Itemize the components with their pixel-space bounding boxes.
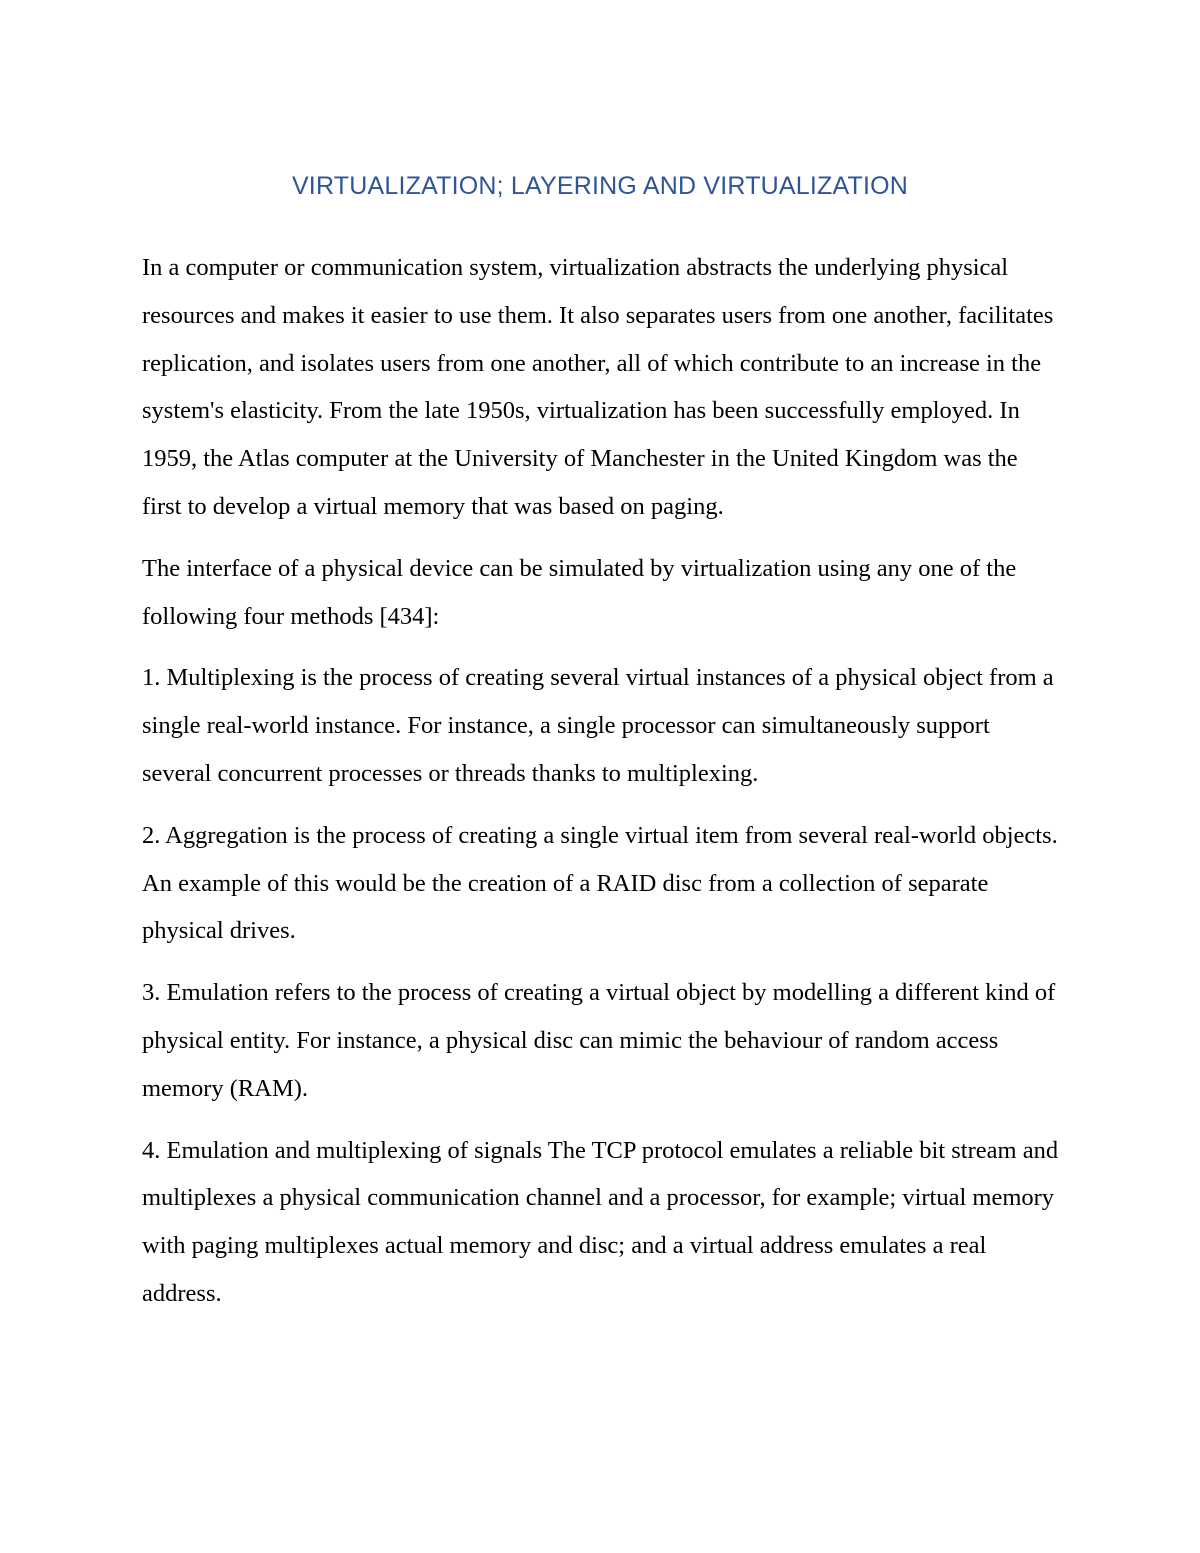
paragraph-intro: In a computer or communication system, virtualization abstracts the underlying physical resources and makes it easier to use them. It also separates users from one another, facilitates replication, and isolates users from one another, all of which contribute to an increase in the system's elasticity. From the late 1950s, virtualization has been successfully employed. In 1959, the Atlas computer at the University of Manchester in the United Kingdom was the first to develop a virtual memory that was based on paging.	[142, 254, 1054, 520]
paragraph-methods-intro: The interface of a physical device can be simulated by virtualization using any one of the following four methods [434]:	[142, 554, 1017, 630]
document-body	[142, 244, 1062, 1332]
paragraph-emulation: 3. Emulation refers to the process of creating a virtual object by modelling a different kind of physical entity. For instance, a physical disc can mimic the behaviour of random access memory (RAM).	[142, 979, 1056, 1102]
paragraph-aggregation: 2. Aggregation is the process of creating a single virtual item from several real-world objects. An example of this would be the creation of a RAID disc from a collection of separate physical drives.	[142, 821, 1058, 945]
paragraph-emulation-multiplexing: 4. Emulation and multiplexing of signals The TCP protocol emulates a reliable bit stream and multiplexes a physical communication channel and a processor, for example; virtual memory with paging multiplexes actual memory and disc; and a virtual address emulates a real address.	[142, 1136, 1059, 1307]
paragraph-multiplexing: 1. Multiplexing is the process of creating several virtual instances of a physical object from a single real-world instance. For instance, a single processor can simultaneously support several concurrent processes or threads thanks to multiplexing.	[142, 664, 1054, 787]
document-title: VIRTUALIZATION; LAYERING AND VIRTUALIZATION	[291, 172, 909, 200]
